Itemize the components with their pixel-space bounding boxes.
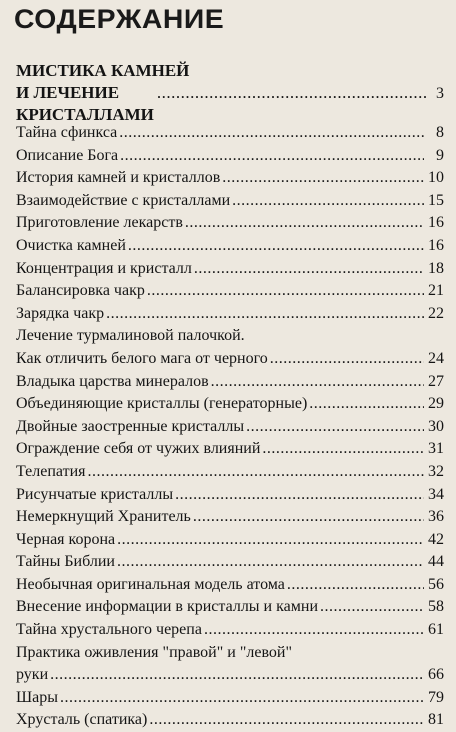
dot-leader: [232, 190, 424, 213]
section-title-line-2: И ЛЕЧЕНИЕ КРИСТАЛЛАМИ: [16, 83, 154, 124]
toc-entry-title: Объединяющие кристаллы (генераторные): [16, 395, 308, 413]
toc-entry: [16, 596, 444, 619]
toc-entry-page-number: 66: [428, 666, 444, 684]
toc-entry: [16, 325, 444, 348]
toc-entry-page-number: 30: [428, 417, 444, 435]
toc-entry-page-number: 21: [428, 282, 444, 300]
toc-entry-title: История камней и кристаллов: [16, 169, 221, 187]
toc-entry-page-number: 32: [428, 462, 444, 480]
toc-list: [16, 122, 444, 732]
section-title-line-1: МИСТИКА КАМНЕЙ: [16, 61, 190, 80]
toc-entry: [16, 145, 444, 168]
toc-entry-page-number: 16: [428, 236, 444, 254]
toc-entry: [16, 258, 444, 281]
dot-leader: [117, 529, 424, 552]
toc-entry-title: Как отличить белого мага от черного: [16, 349, 268, 367]
dot-leader: [50, 664, 424, 687]
page-title: СОДЕРЖАНИЕ: [14, 4, 225, 34]
toc-entry-title: Тайны Библии: [16, 553, 115, 571]
dot-leader: [119, 122, 424, 145]
toc-entry-page-number: 27: [428, 372, 444, 390]
toc-entry-title: Рисунчатые кристаллы: [16, 485, 174, 503]
toc-entry-title: Телепатия: [16, 462, 86, 480]
toc-entry-title: Тайна хрустального черепа: [16, 621, 202, 639]
toc-entry-page-number: 29: [428, 395, 444, 413]
dot-leader: [287, 574, 424, 597]
dot-leader: [246, 416, 424, 439]
dot-leader: [149, 709, 424, 732]
toc-entry-title: Хрусталь (спатика): [16, 711, 148, 729]
toc-entry: [16, 484, 444, 507]
toc-entry: [16, 506, 444, 529]
toc-entry: [16, 664, 444, 687]
toc-entry: [16, 709, 444, 732]
toc-entry: [16, 461, 444, 484]
toc-entry-title: Ограждение себя от чужих влияний: [16, 440, 261, 458]
dot-leader: [193, 506, 424, 529]
toc-entry-title: Балансировка чакр: [16, 282, 145, 300]
toc-entry-page-number: 61: [428, 621, 444, 639]
toc-entry-page-number: 31: [428, 440, 444, 458]
toc-entry-title: Шары: [16, 688, 58, 706]
dot-leader: [175, 484, 424, 507]
dot-leader: [157, 82, 427, 104]
toc-entry: [16, 212, 444, 235]
section-title-line-2-row: [16, 82, 444, 126]
dot-leader: [120, 145, 424, 168]
toc-entry: [16, 167, 444, 190]
toc-entry-title: Необычная оригинальная модель атома: [16, 575, 285, 593]
toc-entry-title: Внесение информации в кристаллы и камни: [16, 598, 318, 616]
toc-entry: [16, 280, 444, 303]
dot-leader: [128, 235, 424, 258]
toc-entry-page-number: 9: [436, 146, 444, 164]
toc-entry-title: Лечение турмалиновой палочкой.: [16, 327, 245, 345]
toc-entry-title: Концентрация и кристалл: [16, 259, 192, 277]
toc-entry-title: Взаимодействие с кристаллами: [16, 191, 231, 209]
dot-leader: [194, 258, 424, 281]
toc-entry-title: Тайна сфинкса: [16, 124, 118, 141]
toc-entry-title: Двойные заостренные кристаллы: [16, 417, 245, 435]
dot-leader: [222, 167, 424, 190]
toc-entry-page-number: 79: [428, 688, 444, 706]
toc-entry-page-number: 24: [428, 349, 444, 367]
dot-leader: [211, 371, 424, 394]
toc-entry-title: Практика оживления "правой" и "левой": [16, 643, 292, 661]
toc-entry: [16, 642, 444, 665]
toc-entry-page-number: 22: [428, 304, 444, 322]
toc-entry-page-number: 18: [428, 259, 444, 277]
dot-leader: [309, 393, 424, 416]
dot-leader: [270, 348, 424, 371]
toc-entry-page-number: 16: [428, 214, 444, 232]
toc-entry-title: Очистка камней: [16, 236, 126, 254]
toc-entry-title: Немеркнущий Хранитель: [16, 508, 191, 526]
toc-entry: [16, 371, 444, 394]
section-heading: [16, 60, 444, 126]
toc-entry: [16, 393, 444, 416]
toc-entry-page-number: 81: [428, 711, 444, 729]
dot-leader: [185, 212, 424, 235]
toc-entry-page-number: 42: [428, 530, 444, 548]
toc-entry-page-number: 10: [428, 169, 444, 187]
toc-entry-page-number: 44: [428, 553, 444, 571]
section-page-number: 3: [436, 85, 444, 102]
toc-entry: [16, 416, 444, 439]
toc-entry-page-number: 56: [428, 575, 444, 593]
toc-entry: [16, 619, 444, 642]
toc-entry-page-number: 36: [428, 508, 444, 526]
dot-leader: [117, 551, 424, 574]
toc-entry: [16, 122, 444, 145]
toc-entry: [16, 303, 444, 326]
toc-entry: [16, 190, 444, 213]
dot-leader: [204, 619, 424, 642]
toc-entry: [16, 574, 444, 597]
toc-entry-title: Владыка царства минералов: [16, 372, 209, 390]
toc-entry-page-number: 8: [436, 124, 444, 141]
toc-entry: [16, 551, 444, 574]
toc-entry-page-number: 58: [428, 598, 444, 616]
dot-leader: [106, 303, 424, 326]
toc-entry: [16, 687, 444, 710]
toc-entry-page-number: 34: [428, 485, 444, 503]
toc-entry-title: Приготовление лекарств: [16, 214, 183, 232]
dot-leader: [88, 461, 424, 484]
toc-entry: [16, 529, 444, 552]
toc-entry-title: руки: [16, 666, 49, 684]
toc-entry-title: Описание Бога: [16, 146, 119, 164]
toc-entry-title: Черная корона: [16, 530, 116, 548]
toc-entry: [16, 348, 444, 371]
toc-entry: [16, 235, 444, 258]
dot-leader: [60, 687, 424, 710]
dot-leader: [147, 280, 424, 303]
dot-leader: [262, 438, 424, 461]
dot-leader: [320, 596, 424, 619]
toc-entry-page-number: 15: [428, 191, 444, 209]
toc-entry: [16, 438, 444, 461]
toc-entry-title: Зарядка чакр: [16, 304, 105, 322]
